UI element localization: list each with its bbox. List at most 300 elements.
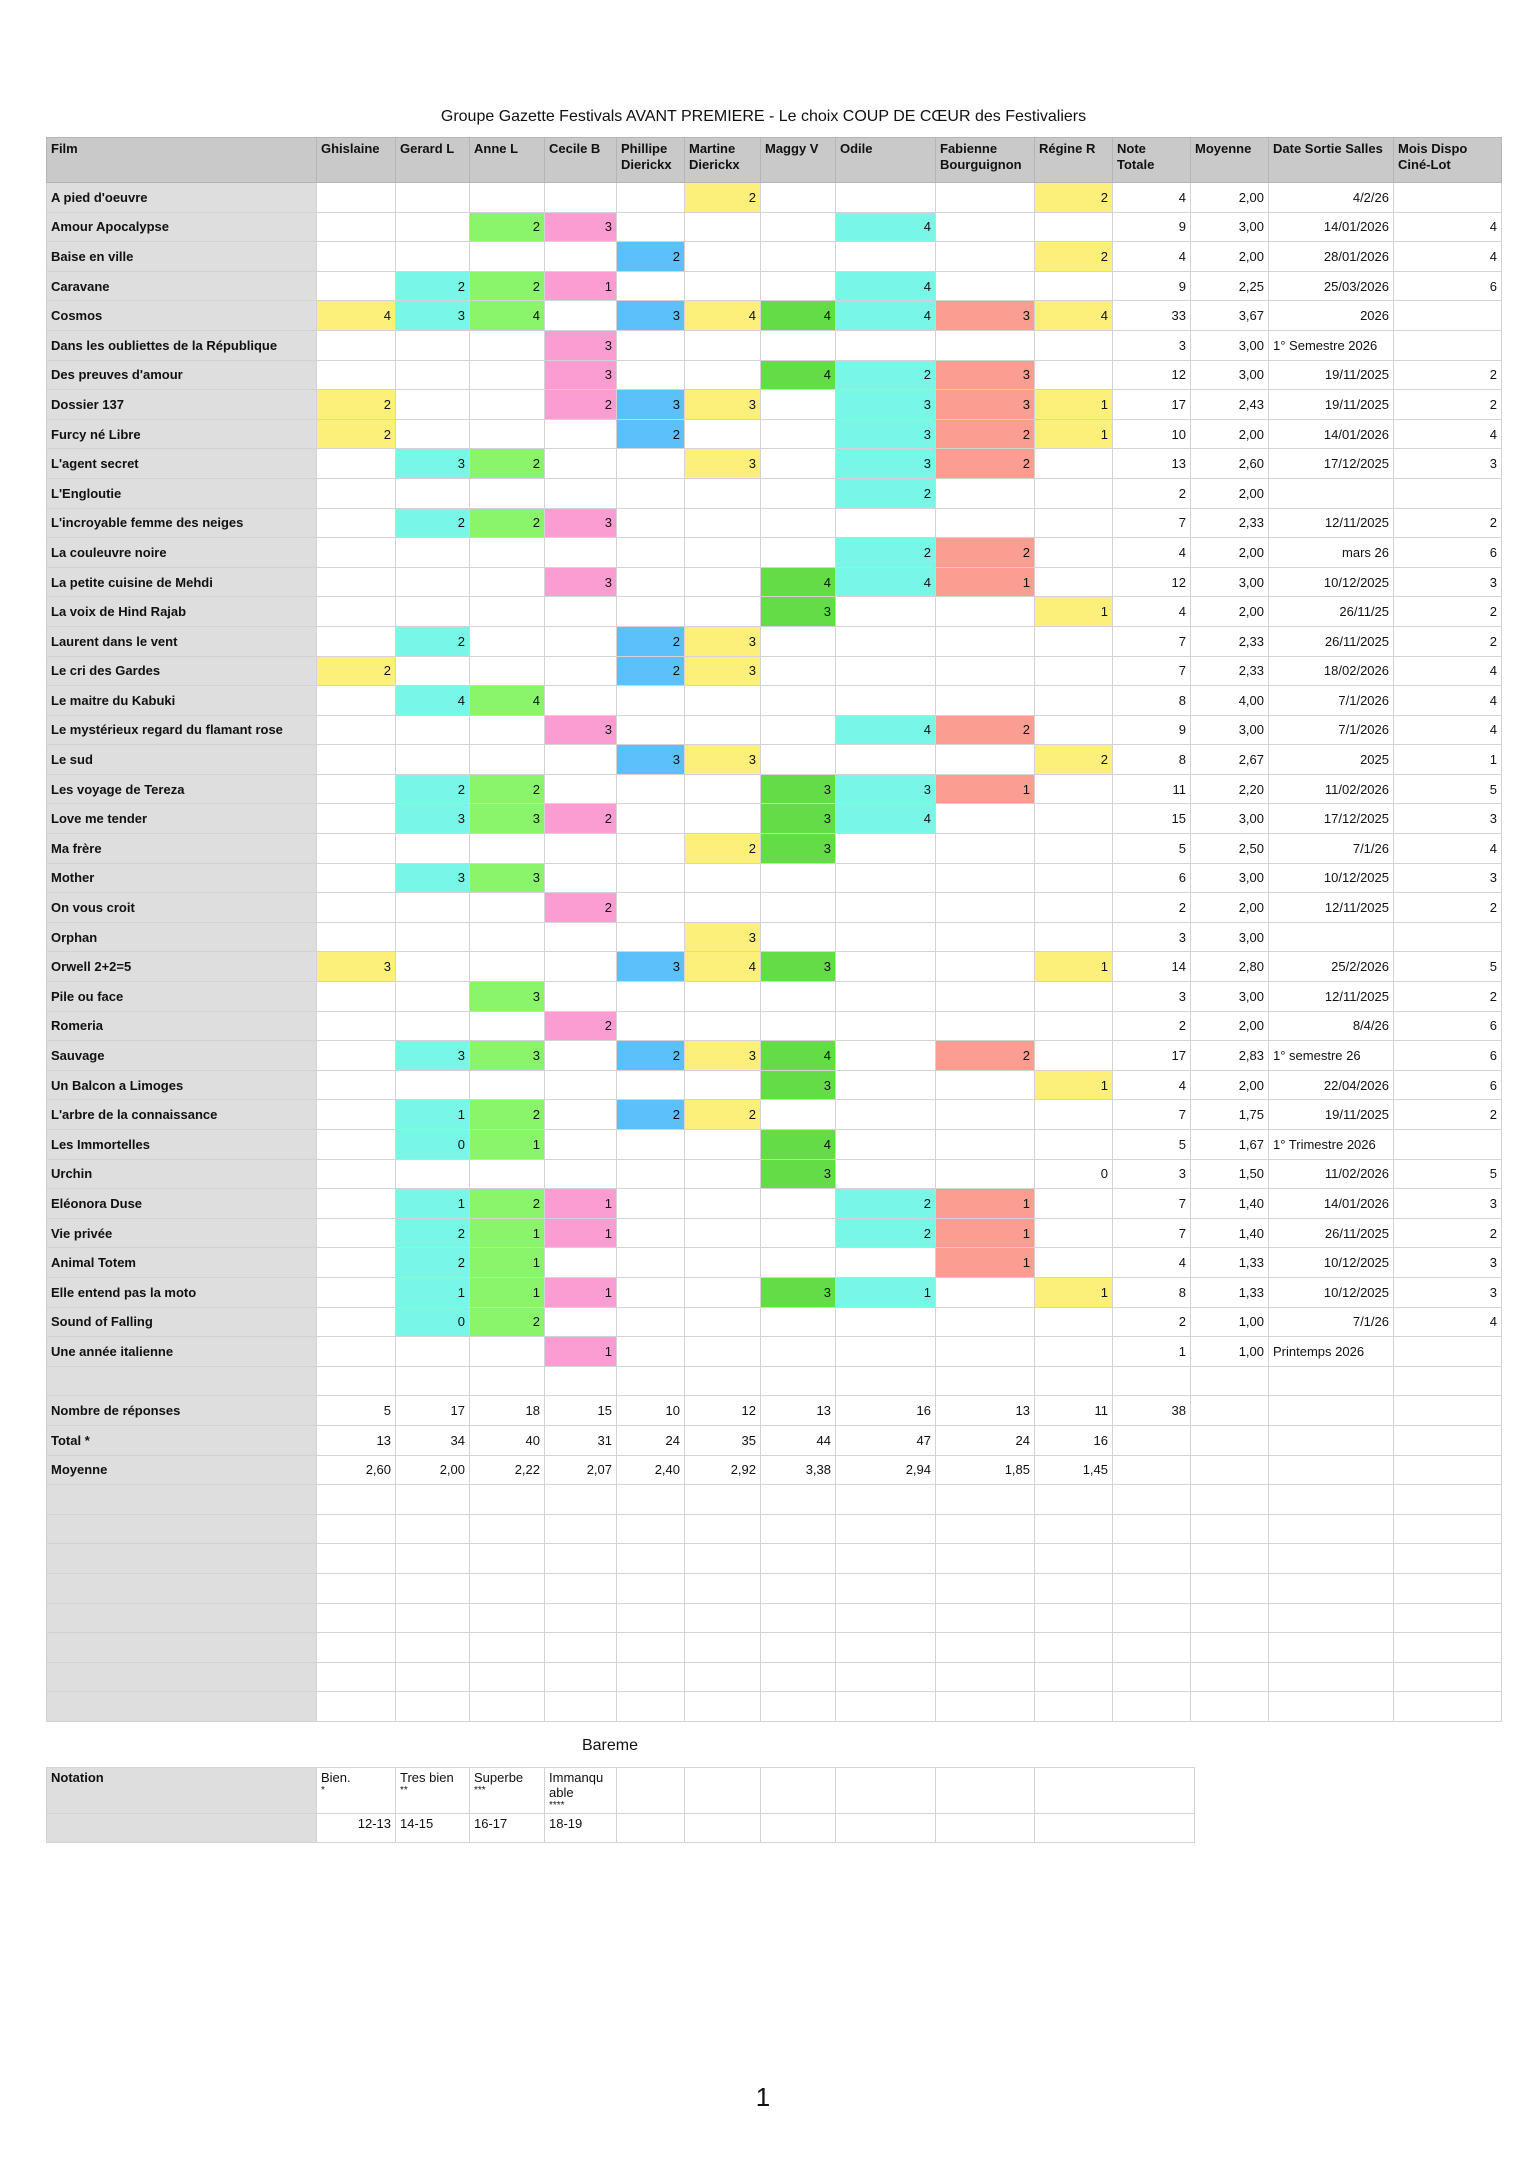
release-date-cell: 7/1/2026 [1269,686,1394,716]
empty-cell [836,1485,936,1515]
vote-cell [317,1248,396,1278]
vote-cell [685,1337,761,1367]
vote-cell: 3 [836,390,936,420]
vote-cell: 0 [396,1130,470,1160]
summary-value: 15 [545,1396,617,1426]
vote-cell [617,183,685,213]
vote-cell [396,1159,470,1189]
empty-cell [685,1662,761,1692]
empty-cell [685,1692,761,1722]
vote-cell [685,478,761,508]
vote-cell [936,804,1035,834]
vote-cell [470,1011,545,1041]
vote-cell [470,478,545,508]
empty-cell [47,1692,317,1722]
vote-cell [836,1041,936,1071]
empty-cell [1035,1485,1113,1515]
month-cell: 2 [1394,1100,1502,1130]
release-date-cell: 10/12/2025 [1269,1248,1394,1278]
empty-cell [1269,1425,1394,1455]
vote-cell: 3 [396,863,470,893]
vote-cell [470,893,545,923]
month-cell [1394,1337,1502,1367]
average-cell: 2,33 [1191,626,1269,656]
empty-cell [836,1692,936,1722]
empty-cell [1035,1814,1195,1843]
release-date-cell: 18/02/2026 [1269,656,1394,686]
vote-cell [617,1189,685,1219]
vote-cell [545,1159,617,1189]
vote-cell [761,478,836,508]
empty-row [47,1485,1502,1515]
empty-cell [1269,1603,1394,1633]
table-row [47,804,1502,834]
empty-cell [936,1485,1035,1515]
average-cell: 2,20 [1191,774,1269,804]
average-cell: 3,67 [1191,301,1269,331]
month-cell: 4 [1394,212,1502,242]
vote-cell [936,686,1035,716]
empty-cell [396,1603,470,1633]
vote-cell: 2 [617,419,685,449]
vote-cell [396,360,470,390]
vote-cell [1035,212,1113,242]
total-cell: 4 [1113,1070,1191,1100]
empty-cell [545,1662,617,1692]
release-date-cell: 12/11/2025 [1269,982,1394,1012]
vote-cell: 1 [545,1337,617,1367]
vote-cell [545,1248,617,1278]
average-cell: 1,00 [1191,1307,1269,1337]
empty-cell [1394,1514,1502,1544]
vote-cell: 1 [396,1189,470,1219]
vote-cell: 2 [317,656,396,686]
empty-cell [470,1692,545,1722]
vote-cell [545,774,617,804]
vote-cell [317,478,396,508]
vote-cell [545,242,617,272]
column-header: Date Sortie Salles [1269,138,1394,183]
month-cell [1394,301,1502,331]
average-cell: 2,67 [1191,745,1269,775]
notation-range: 16-17 [470,1814,545,1843]
vote-cell: 3 [470,863,545,893]
vote-cell [470,567,545,597]
month-cell [1394,922,1502,952]
table-row [47,834,1502,864]
table-row [47,360,1502,390]
vote-cell [396,242,470,272]
total-cell: 15 [1113,804,1191,834]
vote-cell [1035,271,1113,301]
empty-cell [1394,1544,1502,1574]
empty-cell [1191,1692,1269,1722]
vote-cell [761,745,836,775]
total-cell: 33 [1113,301,1191,331]
empty-cell [317,1603,396,1633]
average-cell: 2,50 [1191,834,1269,864]
vote-cell [1035,715,1113,745]
empty-cell [936,1814,1035,1843]
summary-value: 2,40 [617,1455,685,1485]
film-title: Elle entend pas la moto [47,1277,317,1307]
table-row [47,183,1502,213]
vote-cell [545,922,617,952]
empty-cell [836,1573,936,1603]
vote-cell: 2 [617,1041,685,1071]
empty-cell [1035,1573,1113,1603]
vote-cell [685,774,761,804]
vote-cell [761,419,836,449]
film-title: Furcy né Libre [47,419,317,449]
empty-cell [617,1514,685,1544]
vote-cell [470,834,545,864]
vote-cell [1035,508,1113,538]
vote-cell [936,1337,1035,1367]
vote-cell [836,656,936,686]
vote-cell [545,301,617,331]
vote-cell [1035,1189,1113,1219]
average-cell: 2,00 [1191,893,1269,923]
vote-cell: 3 [836,449,936,479]
empty-cell [1269,1544,1394,1574]
average-cell: 2,00 [1191,478,1269,508]
bareme-title: Bareme [581,1737,639,1754]
vote-cell [1035,1248,1113,1278]
summary-value: 2,22 [470,1455,545,1485]
vote-cell [836,1130,936,1160]
vote-cell: 3 [685,626,761,656]
vote-cell: 2 [545,893,617,923]
empty-cell [1113,1633,1191,1663]
table-row [47,1011,1502,1041]
vote-cell: 4 [761,1130,836,1160]
release-date-cell: 14/01/2026 [1269,1189,1394,1219]
release-date-cell [1269,478,1394,508]
vote-cell [936,745,1035,775]
average-cell: 1,75 [1191,1100,1269,1130]
column-header: Régine R [1035,138,1113,183]
vote-cell [470,1070,545,1100]
vote-cell: 3 [685,449,761,479]
empty-cell [1394,1396,1502,1426]
empty-cell [685,1603,761,1633]
vote-cell [1035,626,1113,656]
total-cell: 3 [1113,330,1191,360]
total-cell: 12 [1113,360,1191,390]
vote-cell [317,1159,396,1189]
summary-value: 2,92 [685,1455,761,1485]
film-title: Laurent dans le vent [47,626,317,656]
vote-cell [470,360,545,390]
total-cell: 14 [1113,952,1191,982]
header-row [47,138,1502,183]
vote-cell [1035,1130,1113,1160]
film-title: L'arbre de la connaissance [47,1100,317,1130]
release-date-cell [1269,922,1394,952]
empty-cell [470,1485,545,1515]
empty-cell [317,1692,396,1722]
summary-value: 31 [545,1425,617,1455]
table-row [47,774,1502,804]
vote-cell: 1 [470,1277,545,1307]
vote-cell: 1 [470,1248,545,1278]
vote-cell [317,538,396,568]
empty-row [47,1366,1502,1396]
vote-cell: 3 [685,922,761,952]
empty-cell [1191,1396,1269,1426]
table-row [47,656,1502,686]
vote-cell [761,1100,836,1130]
vote-cell: 4 [470,686,545,716]
month-cell: 3 [1394,1189,1502,1219]
empty-cell [761,1485,836,1515]
empty-cell [1269,1366,1394,1396]
summary-value: 44 [761,1425,836,1455]
vote-cell: 2 [396,271,470,301]
film-title: L'agent secret [47,449,317,479]
film-title: Mother [47,863,317,893]
vote-cell [617,360,685,390]
vote-cell: 2 [470,449,545,479]
table-row [47,1248,1502,1278]
summary-value: 13 [317,1425,396,1455]
empty-cell [1035,1768,1195,1814]
release-date-cell: 25/03/2026 [1269,271,1394,301]
empty-cell [1191,1603,1269,1633]
month-cell: 6 [1394,1011,1502,1041]
vote-cell [470,952,545,982]
empty-cell [317,1366,396,1396]
table-row [47,893,1502,923]
summary-value: 24 [936,1425,1035,1455]
empty-row [47,1692,1502,1722]
film-title: Baise en ville [47,242,317,272]
vote-cell: 3 [936,360,1035,390]
film-title: Urchin [47,1159,317,1189]
empty-cell [1035,1366,1113,1396]
summary-value: 13 [761,1396,836,1426]
vote-cell [685,1218,761,1248]
month-cell: 3 [1394,1277,1502,1307]
table-row [47,212,1502,242]
empty-cell [1191,1573,1269,1603]
month-cell: 3 [1394,449,1502,479]
summary-value: 11 [1035,1396,1113,1426]
vote-cell [545,626,617,656]
vote-cell [836,893,936,923]
vote-cell [617,597,685,627]
vote-cell [317,271,396,301]
vote-cell [836,1337,936,1367]
vote-cell: 1 [936,774,1035,804]
vote-cell: 3 [545,715,617,745]
vote-cell [545,745,617,775]
vote-cell: 1 [396,1277,470,1307]
vote-cell [545,597,617,627]
vote-cell: 1 [545,1189,617,1219]
vote-cell [836,242,936,272]
empty-cell [936,1544,1035,1574]
total-cell: 2 [1113,478,1191,508]
empty-cell [317,1485,396,1515]
vote-cell: 3 [685,656,761,686]
empty-cell [396,1485,470,1515]
empty-cell [1191,1544,1269,1574]
vote-cell: 2 [836,360,936,390]
empty-cell [317,1662,396,1692]
vote-cell [545,1130,617,1160]
vote-cell: 3 [470,1041,545,1071]
vote-cell: 0 [1035,1159,1113,1189]
vote-cell [545,449,617,479]
month-cell: 4 [1394,715,1502,745]
empty-cell [836,1366,936,1396]
vote-cell [1035,1337,1113,1367]
release-date-cell: 2025 [1269,745,1394,775]
vote-cell [836,952,936,982]
empty-cell [47,1366,317,1396]
vote-cell [396,656,470,686]
vote-cell: 4 [685,952,761,982]
empty-cell [1191,1633,1269,1663]
release-date-cell: 19/11/2025 [1269,390,1394,420]
empty-cell [1269,1455,1394,1485]
total-cell: 7 [1113,626,1191,656]
vote-cell [1035,804,1113,834]
empty-cell [317,1544,396,1574]
empty-cell [47,1662,317,1692]
vote-cell [317,1218,396,1248]
vote-cell [396,390,470,420]
average-cell: 1,40 [1191,1218,1269,1248]
vote-cell [617,804,685,834]
summary-value: 18 [470,1396,545,1426]
notation-range: 14-15 [396,1814,470,1843]
vote-cell: 2 [396,1218,470,1248]
summary-label: Total * [47,1425,317,1455]
vote-cell: 1 [470,1130,545,1160]
average-cell: 2,00 [1191,1011,1269,1041]
table-row [47,390,1502,420]
vote-cell: 4 [761,360,836,390]
average-cell: 2,83 [1191,1041,1269,1071]
vote-cell [685,330,761,360]
film-title: Romeria [47,1011,317,1041]
vote-cell [761,1011,836,1041]
vote-cell [936,1130,1035,1160]
empty-cell [761,1544,836,1574]
month-cell: 5 [1394,952,1502,982]
empty-cell [1113,1514,1191,1544]
month-cell [1394,1130,1502,1160]
empty-cell [1394,1603,1502,1633]
total-cell: 2 [1113,1307,1191,1337]
total-cell: 3 [1113,922,1191,952]
film-title: La petite cuisine de Mehdi [47,567,317,597]
average-cell: 4,00 [1191,686,1269,716]
empty-cell [836,1544,936,1574]
film-title: Orphan [47,922,317,952]
vote-cell [470,419,545,449]
vote-cell [617,330,685,360]
empty-cell [1394,1425,1502,1455]
summary-value: 12 [685,1396,761,1426]
film-title: Ma frère [47,834,317,864]
empty-cell [1191,1514,1269,1544]
average-cell: 3,00 [1191,922,1269,952]
vote-cell [617,271,685,301]
month-cell: 2 [1394,893,1502,923]
summary-value: 2,07 [545,1455,617,1485]
vote-cell [836,1248,936,1278]
notation-level [396,1768,470,1814]
summary-value: 1,85 [936,1455,1035,1485]
notation-level [545,1768,617,1814]
empty-cell [685,1573,761,1603]
vote-cell [836,982,936,1012]
vote-cell [317,982,396,1012]
vote-cell: 3 [545,330,617,360]
table-row [47,419,1502,449]
vote-cell [617,774,685,804]
vote-cell: 1 [936,1248,1035,1278]
table-row [47,330,1502,360]
empty-cell [396,1514,470,1544]
vote-cell: 1 [545,271,617,301]
total-cell: 2 [1113,1011,1191,1041]
total-cell: 7 [1113,1189,1191,1219]
vote-cell [761,1337,836,1367]
vote-cell [685,1277,761,1307]
notation-level-name: Immanqu able [549,1770,604,1800]
notation-level-name: Superbe [474,1770,524,1785]
total-cell: 9 [1113,271,1191,301]
vote-cell [617,212,685,242]
vote-cell [545,863,617,893]
release-date-cell: mars 26 [1269,538,1394,568]
vote-cell [317,745,396,775]
total-cell: 6 [1113,863,1191,893]
column-header: Film [47,138,317,183]
vote-cell [470,330,545,360]
empty-cell [836,1514,936,1544]
empty-cell [47,1603,317,1633]
empty-cell [1191,1425,1269,1455]
total-cell: 9 [1113,212,1191,242]
film-title: Le mystérieux regard du flamant rose [47,715,317,745]
film-title: Animal Totem [47,1248,317,1278]
empty-cell [617,1692,685,1722]
vote-cell: 2 [936,449,1035,479]
month-cell: 3 [1394,1248,1502,1278]
vote-cell: 2 [470,1307,545,1337]
vote-cell [396,952,470,982]
vote-cell: 3 [685,1041,761,1071]
empty-row [47,1603,1502,1633]
release-date-cell: 4/2/26 [1269,183,1394,213]
vote-cell: 4 [836,804,936,834]
summary-value: 2,00 [396,1455,470,1485]
month-cell: 2 [1394,597,1502,627]
vote-cell [396,538,470,568]
vote-cell [470,745,545,775]
empty-cell [47,1544,317,1574]
month-cell: 5 [1394,774,1502,804]
table-row [47,597,1502,627]
vote-cell [545,982,617,1012]
empty-cell [1394,1692,1502,1722]
